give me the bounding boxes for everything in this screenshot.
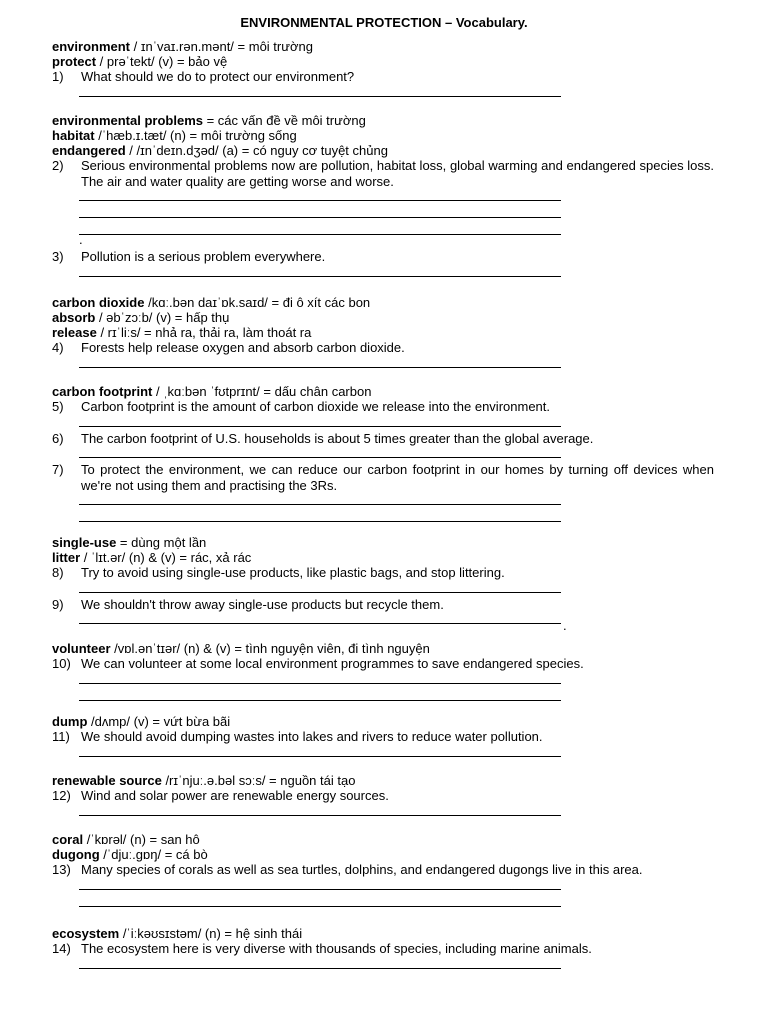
- item-number: 12): [52, 788, 71, 803]
- vocab-definition: / /ɪnˈdeɪn.dʒəd/ (a) = có nguy cơ tuyệt chủng: [125, 143, 388, 158]
- item-gap: [52, 624, 714, 628]
- sentence-text: We can volunteer at some local environment programmes to save endangered species.: [81, 656, 584, 671]
- sentence-text: What should we do to protect our environment?: [81, 69, 355, 84]
- answer-line[interactable]: [79, 581, 561, 593]
- item-gap: [52, 907, 714, 911]
- answer-line[interactable]: [79, 804, 561, 816]
- answer-line[interactable]: [79, 189, 561, 201]
- vocab-section: [52, 641, 714, 705]
- exercise-sentence: [52, 462, 714, 493]
- exercise-sentence: [52, 941, 714, 957]
- vocab-entry: [52, 54, 714, 69]
- item-gap: [52, 277, 714, 281]
- vocab-term: environment: [52, 39, 131, 54]
- answer-line[interactable]: [79, 201, 561, 218]
- exercise-sentence: [52, 158, 714, 189]
- vocab-entry: [52, 384, 714, 399]
- vocab-entry: [52, 847, 714, 862]
- item-number: 11): [52, 729, 70, 744]
- item-number: 6): [52, 430, 64, 446]
- vocab-definition: /ˈkɒrəl/ (n) = san hô: [83, 832, 200, 847]
- vocab-section: [52, 773, 714, 820]
- vocab-definition: /ˈiːkəʊsɪstəm/ (n) = hệ sinh thái: [119, 926, 303, 941]
- answer-line[interactable]: [79, 446, 561, 458]
- vocab-term: absorb: [52, 310, 96, 325]
- answer-line[interactable]: [79, 265, 561, 277]
- vocab-term: renewable source: [52, 773, 162, 788]
- vocab-entry: [52, 832, 714, 847]
- exercise-sentence: [52, 862, 714, 878]
- item-number: 2): [52, 158, 64, 173]
- vocab-definition: /vɒl.ənˈtɪər/ (n) & (v) = tình nguyện viên, đi tình nguyện: [110, 641, 430, 656]
- exercise-sentence: [52, 431, 714, 447]
- vocab-entry: [52, 295, 714, 310]
- vocab-entry: [52, 550, 714, 565]
- vocab-definition: / ˌkɑːbən ˈfʊtprɪnt/ = dấu chân carbon: [152, 384, 372, 399]
- vocab-entry: [52, 113, 714, 128]
- item-number: 8): [52, 565, 64, 580]
- item-gap: [52, 701, 714, 705]
- item-number: 1): [52, 69, 64, 84]
- sentence-text: The ecosystem here is very diverse with thousands of species, including marine animals.: [81, 941, 592, 956]
- vocab-section: [52, 714, 714, 761]
- vocab-term: volunteer: [52, 641, 111, 656]
- vocab-term: dump: [52, 714, 88, 729]
- vocab-definition: / ɪnˈvaɪ.rən.mənt/ = môi trường: [130, 39, 313, 54]
- item-number: 13): [52, 862, 71, 877]
- answer-line[interactable]: [79, 684, 561, 701]
- exercise-sentence: [52, 69, 714, 85]
- vocab-term: endangered: [52, 143, 126, 158]
- answer-line[interactable]: [79, 218, 561, 235]
- vocab-section: [52, 926, 714, 973]
- vocab-section: [52, 535, 714, 628]
- sentence-text: We should avoid dumping wastes into lakes and rivers to reduce water pollution.: [81, 729, 543, 744]
- vocab-definition: /ˈhæb.ɪ.tæt/ (n) = môi trường sống: [94, 128, 297, 143]
- vocab-definition: /dʌmp/ (v) = vứt bừa bãi: [87, 714, 231, 729]
- vocab-term: protect: [52, 54, 97, 69]
- answer-line[interactable]: [79, 493, 561, 505]
- sentence-text: Carbon footprint is the amount of carbon dioxide we release into the environment.: [81, 399, 550, 414]
- item-number: 10): [52, 656, 71, 671]
- vocab-definition: / əbˈzɔːb/ (v) = hấp thụ: [95, 310, 230, 325]
- vocab-entry: [52, 773, 714, 788]
- sentence-text: To protect the environment, we can reduce our carbon footprint in our homes by turning off devices when we're not using them and practising the 3Rs.: [81, 462, 714, 493]
- answer-line[interactable]: [79, 415, 561, 427]
- vocab-term: dugong: [52, 847, 100, 862]
- vocab-term: release: [52, 325, 97, 340]
- vocab-term: habitat: [52, 128, 95, 143]
- item-gap: [52, 97, 714, 101]
- trailing-mark: .: [79, 232, 83, 247]
- vocab-section: [52, 39, 714, 101]
- exercise-sentence: [52, 729, 714, 745]
- vocab-definition: /ˈdjuː.gɒŋ/ = cá bò: [99, 847, 208, 862]
- sentence-text: Pollution is a serious problem everywhere.: [81, 249, 326, 264]
- sentence-text: Serious environmental problems now are pollution, habitat loss, global warming and endangered species loss. The air and water quality are getting worse and worse.: [81, 158, 714, 189]
- item-number: 9): [52, 596, 64, 612]
- exercise-sentence: [52, 340, 714, 356]
- vocab-entry: [52, 39, 714, 54]
- vocab-term: environmental problems: [52, 113, 203, 128]
- answer-line[interactable]: [79, 612, 561, 624]
- vocab-definition: / prəˈtekt/ (v) = bảo vệ: [96, 54, 228, 69]
- item-gap: [52, 522, 714, 526]
- vocab-definition: = dùng một lần: [116, 535, 207, 550]
- vocab-entry: [52, 310, 714, 325]
- page-title: ENVIRONMENTAL PROTECTION – Vocabulary.: [240, 15, 528, 30]
- answer-line[interactable]: [79, 890, 561, 907]
- vocab-entry: [52, 535, 714, 550]
- vocab-entry: [52, 926, 714, 941]
- item-gap: [52, 757, 714, 761]
- answer-line[interactable]: [79, 505, 561, 522]
- vocab-term: coral: [52, 832, 84, 847]
- item-gap: [52, 816, 714, 820]
- item-number: 4): [52, 340, 64, 355]
- vocab-entry: [52, 143, 714, 158]
- item-number: 5): [52, 399, 64, 414]
- exercise-sentence: [52, 399, 714, 415]
- exercise-sentence: [52, 597, 714, 613]
- vocab-term: carbon dioxide: [52, 295, 145, 310]
- vocab-definition: /kɑː.bən daɪˈɒk.saɪd/ = đi ô xít các bon: [144, 295, 371, 310]
- answer-line[interactable]: [79, 745, 561, 757]
- answer-line[interactable]: [79, 957, 561, 969]
- vocab-entry: [52, 641, 714, 656]
- vocab-definition: / ˈlɪt.ər/ (n) & (v) = rác, xả rác: [80, 550, 252, 565]
- exercise-sentence: [52, 249, 714, 265]
- answer-line[interactable]: [79, 356, 561, 368]
- vocab-definition: = các vấn đề về môi trường: [202, 113, 366, 128]
- vocab-definition: /rɪˈnjuː.ə.bəl sɔːs/ = nguồn tái tạo: [161, 773, 356, 788]
- exercise-sentence: [52, 656, 714, 672]
- vocab-term: litter: [52, 550, 81, 565]
- sentence-text: We shouldn't throw away single-use products but recycle them.: [81, 596, 444, 612]
- answer-line[interactable]: [79, 85, 561, 97]
- vocab-section: [52, 384, 714, 526]
- vocab-term: single-use: [52, 535, 117, 550]
- item-gap: [52, 969, 714, 973]
- item-number: 3): [52, 249, 64, 264]
- vocab-entry: [52, 325, 714, 340]
- vocab-entry: [52, 128, 714, 143]
- vocab-term: ecosystem: [52, 926, 120, 941]
- vocab-section: [52, 113, 714, 281]
- vocab-section: [52, 295, 714, 372]
- vocab-term: carbon footprint: [52, 384, 153, 399]
- item-gap: [52, 368, 714, 372]
- exercise-sentence: [52, 565, 714, 581]
- item-number: 7): [52, 462, 64, 477]
- item-number: 14): [52, 941, 71, 956]
- vocab-section: [52, 832, 714, 911]
- sentence-text: Many species of corals as well as sea turtles, dolphins, and endangered dugongs live in this area.: [81, 862, 643, 877]
- sentence-text: Try to avoid using single-use products, like plastic bags, and stop littering.: [81, 565, 505, 580]
- sentence-text: Forests help release oxygen and absorb carbon dioxide.: [81, 340, 405, 355]
- sentence-text: The carbon footprint of U.S. households is about 5 times greater than the global average.: [81, 430, 594, 446]
- answer-line[interactable]: [79, 878, 561, 890]
- exercise-sentence: [52, 788, 714, 804]
- answer-line[interactable]: [79, 672, 561, 684]
- vocab-entry: [52, 714, 714, 729]
- vocab-definition: / rɪˈliːs/ = nhả ra, thải ra, làm thoát ra: [96, 325, 312, 340]
- sentence-text: Wind and solar power are renewable energy sources.: [81, 788, 389, 803]
